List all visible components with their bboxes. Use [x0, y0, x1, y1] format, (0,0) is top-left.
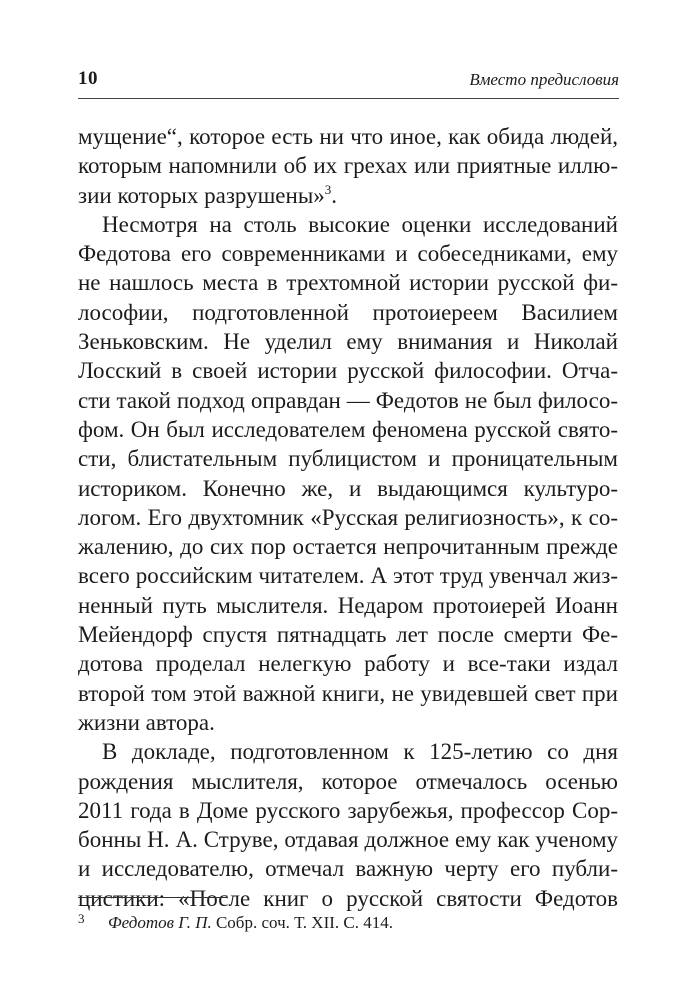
footnote-author: Федотов Г. П. — [108, 913, 212, 932]
text-line-content: зии которых разрушены» — [78, 182, 325, 208]
footnote — [78, 911, 393, 933]
paragraph-first-line: В докладе, подготовленном к 125-летию со дня — [102, 739, 618, 765]
header-divider — [78, 98, 619, 99]
text-line: историком. Конечно же, и выдающимся культуро- — [78, 475, 618, 501]
text-line: и исследователю, отмечал важную черту его публи- — [78, 856, 618, 882]
text-line: Федотова его современниками и собеседниками, ему — [78, 241, 618, 267]
text-line: жизни автора. — [78, 709, 215, 735]
text-line: не нашлось места в трехтомной истории русской фи- — [78, 270, 618, 296]
text-line: цистики: «После книг о русской святости Федотов — [78, 885, 618, 911]
text-line: ненный путь мыслителя. Недаром протоиерей Иоанн — [78, 592, 618, 618]
footnote-reference[interactable]: 3 — [324, 181, 332, 197]
running-title: Вместо предисловия — [469, 70, 619, 89]
text-line: жалению, до сих пор остается непрочитанным прежде — [78, 534, 618, 560]
text-line: дотова проделал нелегкую работу и все-таки издал — [78, 651, 618, 677]
text-line: Лосский в своей истории русской философии. Отча- — [78, 358, 618, 384]
text-line: мущение“, которое есть ни что иное, как обида людей, — [78, 124, 618, 149]
text-line: бонны Н. А. Струве, отдавая должное ему как ученому — [78, 827, 618, 853]
text-line: Зеньковским. Не уделил ему внимания и Николай — [78, 329, 618, 355]
body-text — [78, 122, 618, 913]
text-line: которым напомнили об их грехах или приятные иллю- — [78, 153, 618, 179]
text-line: лософии, подготовленной протоиереем Василием — [78, 299, 618, 325]
text-line: рождения мыслителя, которое отмечалось осенью — [78, 768, 618, 794]
footnote-marker: 3 — [78, 911, 85, 926]
text-line: Мейендорф спустя пятнадцать лет после смерти Фе- — [78, 622, 618, 648]
text-line: второй том этой важной книги, не увидевшей свет при — [78, 680, 618, 706]
footnote-divider — [78, 897, 228, 898]
text-line: зии которых разрушены»$^3$. — [78, 181, 338, 208]
text-line: сти, блистательным публицистом и проницательным — [78, 446, 618, 472]
text-line: всего российским читателем. А этот труд увенчал жиз- — [78, 563, 618, 589]
text-line: логом. Его двухтомник «Русская религиозность», к со- — [78, 504, 618, 530]
page-number: 10 — [78, 68, 98, 89]
text-line: сти такой подход оправдан — Федотов не был филосо- — [78, 387, 618, 413]
paragraph-first-line: Несмотря на столь высокие оценки исследований — [102, 211, 618, 237]
text-line: 2011 года в Доме русского зарубежья, профессор Сор- — [78, 797, 618, 823]
text-line: фом. Он был исследователем феномена русской свято- — [78, 416, 618, 442]
footnote-text: Собр. соч. Т. XII. С. 414. — [211, 913, 393, 932]
